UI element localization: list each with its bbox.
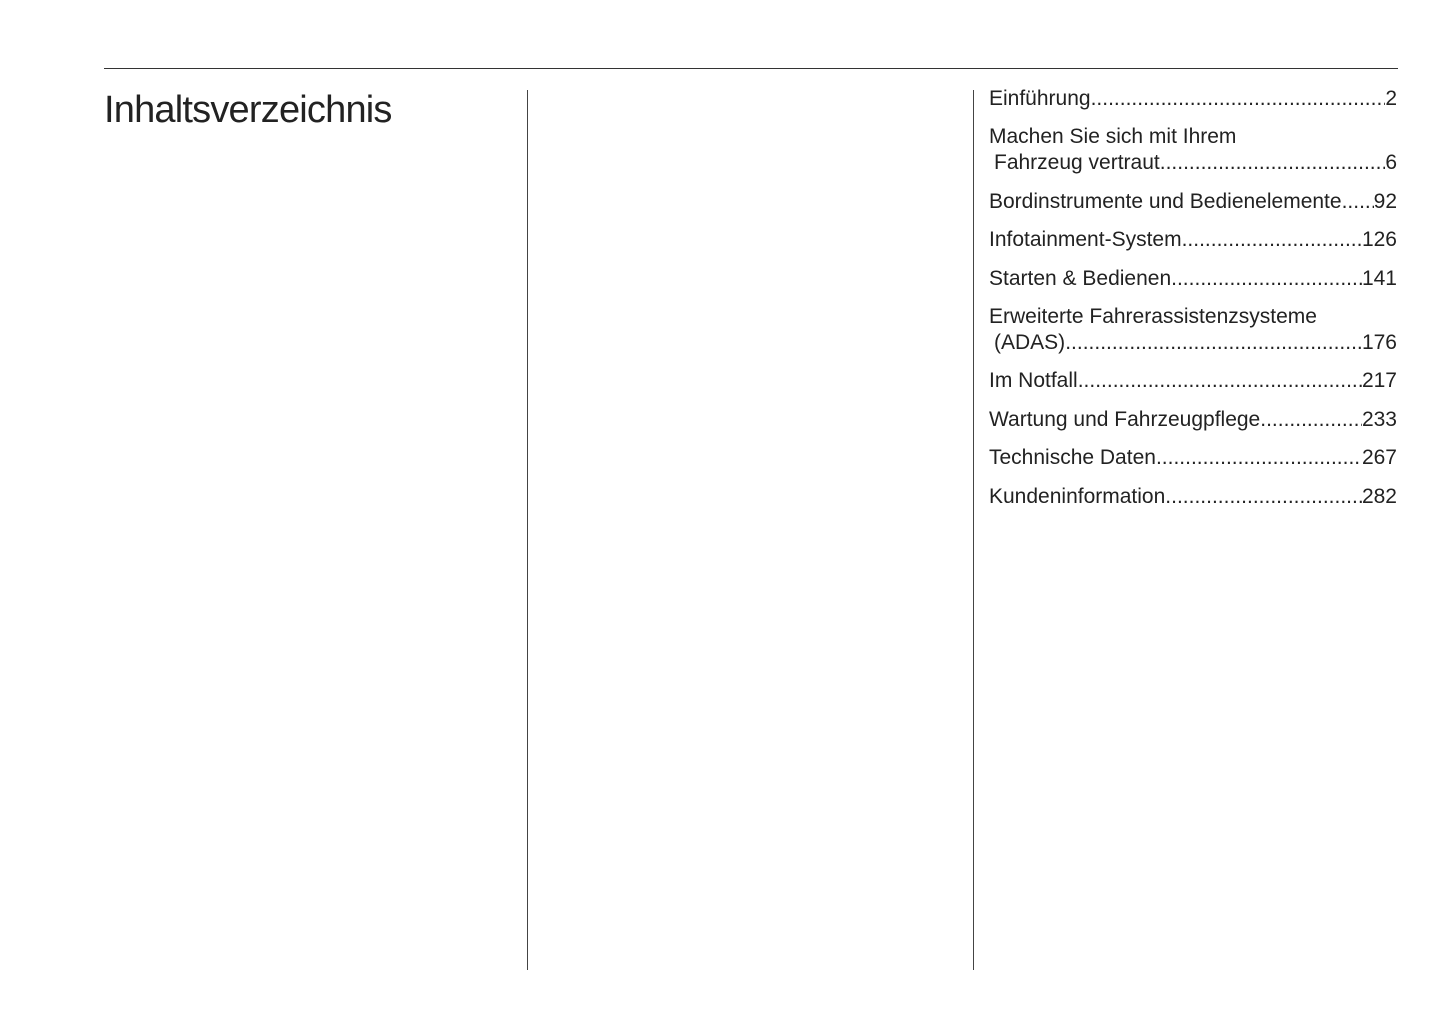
toc-entry-line — [989, 86, 1397, 112]
toc-entry-label: Bordinstrumente und Bedienelemente — [989, 189, 1342, 213]
toc-entry-label: Kundeninformation — [989, 484, 1166, 508]
toc-entry-label: Infotainment-System — [989, 228, 1182, 252]
toc-entry-label: (ADAS) — [994, 330, 1066, 354]
toc-entry-line — [989, 150, 1397, 176]
toc-entry[interactable] — [989, 484, 1397, 510]
toc-entry-line — [989, 227, 1397, 253]
toc-page-number: 282 — [1361, 484, 1397, 508]
toc-entry-label: Im Notfall — [989, 369, 1078, 393]
toc-page-number: 217 — [1361, 369, 1397, 393]
toc-entry-line — [989, 266, 1397, 292]
toc-entry[interactable] — [989, 227, 1397, 253]
toc-entry-label: Einführung — [989, 87, 1091, 110]
toc-dot-leader — [1182, 227, 1362, 253]
toc-page-number: 126 — [1361, 228, 1397, 252]
column-divider-right — [973, 90, 974, 970]
toc-entry-label: Technische Daten — [989, 446, 1156, 470]
toc-page-number: 233 — [1361, 407, 1397, 431]
toc-entry-line — [989, 368, 1397, 394]
toc-entry-label: Starten & Bedienen — [989, 266, 1172, 290]
toc-entry[interactable] — [989, 304, 1397, 356]
page-title: Inhaltsverzeichnis — [104, 89, 392, 131]
toc-entry[interactable] — [989, 407, 1397, 433]
table-of-contents — [989, 86, 1397, 522]
toc-dot-leader — [1342, 189, 1374, 215]
toc-page-number: 6 — [1385, 151, 1397, 175]
toc-page-number: 176 — [1361, 330, 1397, 354]
column-divider-left — [527, 90, 528, 970]
toc-dot-leader — [1078, 368, 1362, 394]
toc-entry[interactable] — [989, 445, 1397, 471]
toc-entry[interactable] — [989, 368, 1397, 394]
toc-entry-label: Fahrzeug vertraut — [994, 151, 1160, 175]
toc-entry[interactable] — [989, 124, 1397, 176]
toc-entry-line — [989, 330, 1397, 356]
toc-dot-leader — [1260, 407, 1362, 433]
toc-page-number: 141 — [1361, 266, 1397, 290]
toc-entry-label: Erweiterte Fahrerassistenzsysteme — [989, 304, 1317, 328]
toc-entry-line — [989, 189, 1397, 215]
toc-dot-leader — [1171, 266, 1362, 292]
toc-entry-line — [989, 484, 1397, 510]
toc-page-number: 2 — [1385, 87, 1397, 110]
toc-dot-leader — [1065, 330, 1362, 356]
toc-entry-line — [989, 407, 1397, 433]
toc-entry[interactable] — [989, 189, 1397, 215]
header-rule — [104, 68, 1398, 69]
toc-page-number: 92 — [1373, 189, 1397, 213]
toc-entry[interactable] — [989, 86, 1397, 112]
toc-entry[interactable] — [989, 266, 1397, 292]
toc-dot-leader — [1160, 150, 1386, 176]
toc-entry-line — [989, 445, 1397, 471]
toc-dot-leader — [1156, 445, 1362, 471]
toc-dot-leader — [1165, 484, 1362, 510]
toc-entry-label: Machen Sie sich mit Ihrem — [989, 125, 1237, 149]
toc-dot-leader — [1091, 86, 1386, 112]
toc-page-number: 267 — [1361, 446, 1397, 470]
toc-entry-label: Wartung und Fahrzeugpflege — [989, 407, 1261, 431]
